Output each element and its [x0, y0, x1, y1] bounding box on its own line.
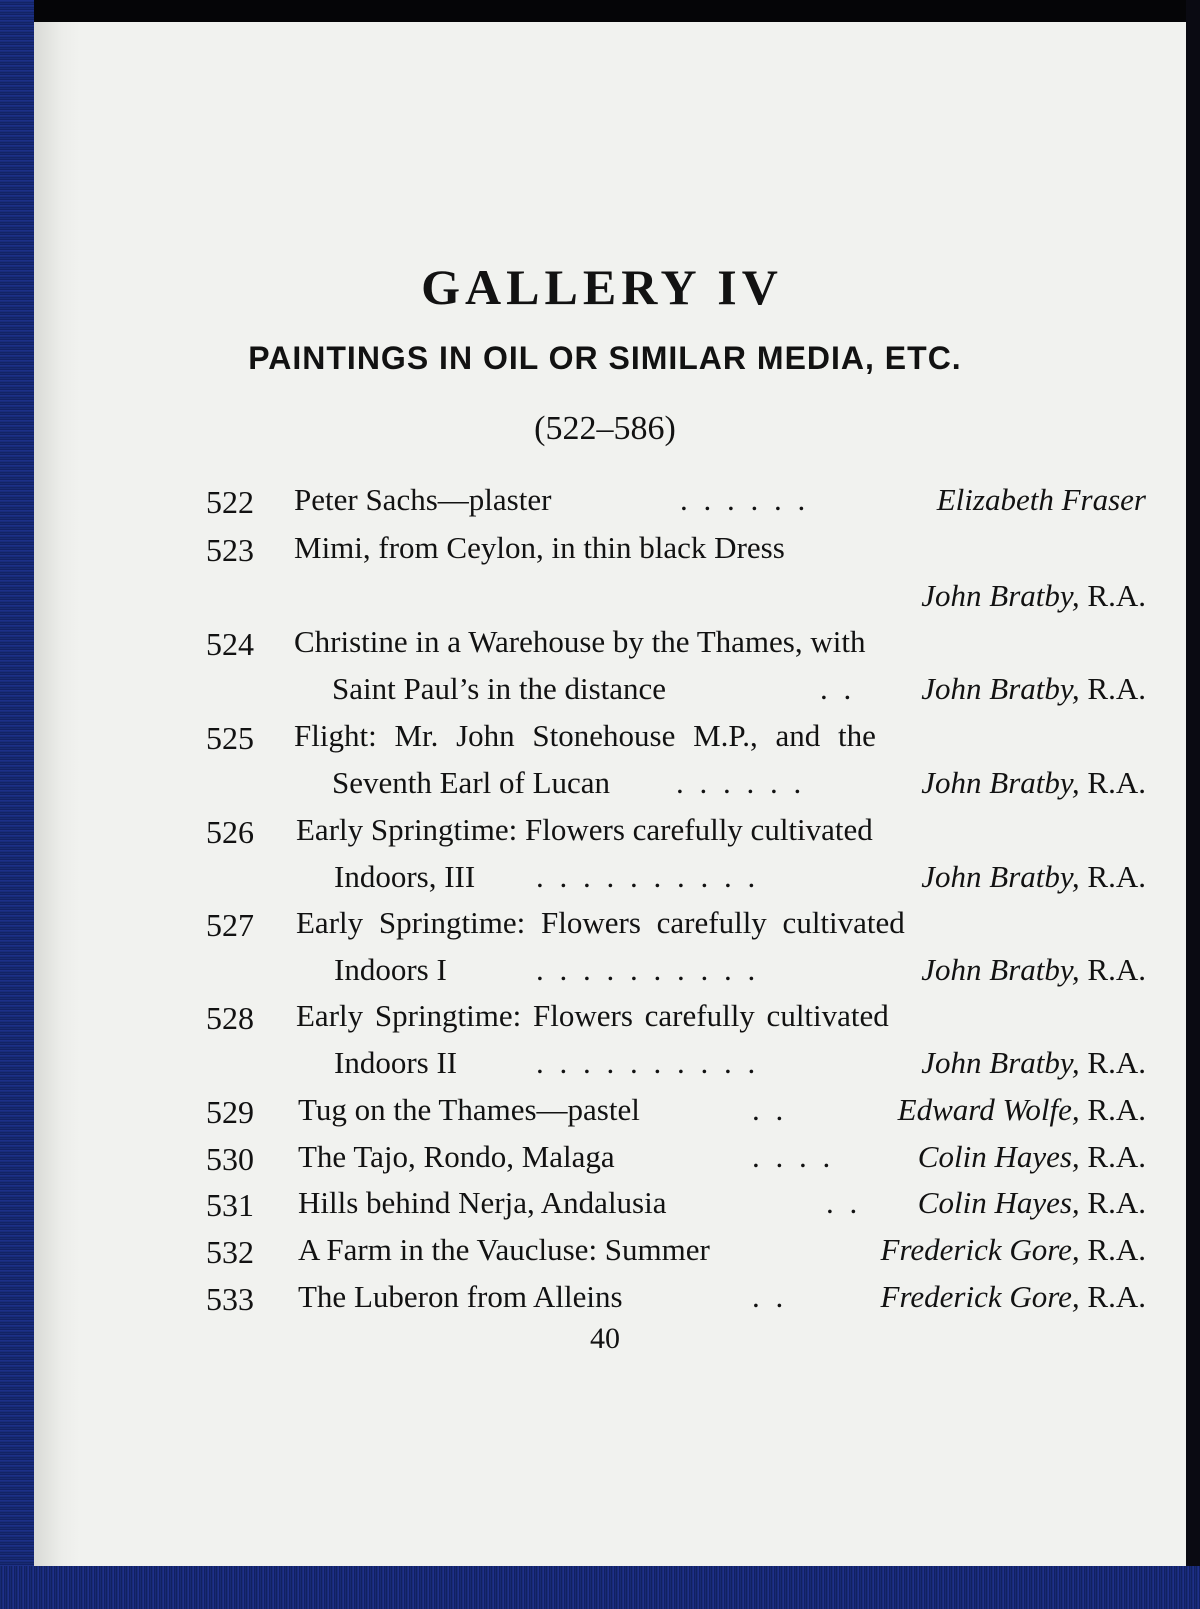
book-cover-top	[0, 0, 1200, 22]
artist-name: Edward Wolfe,	[897, 1092, 1080, 1127]
entry-artist	[760, 578, 1146, 614]
entry-title: Hills behind Nerja, Andalusia	[298, 1185, 667, 1220]
artist-name: Colin Hayes,	[917, 1139, 1080, 1174]
entry-title-continued: Indoors II	[334, 1045, 458, 1080]
section-subtitle: PAINTINGS IN OIL OR SIMILAR MEDIA, ETC.	[248, 340, 962, 376]
entry-dots: . . . .	[752, 1139, 835, 1174]
artist-name: John Bratby,	[921, 765, 1080, 800]
artist-honours: R.A.	[1087, 1232, 1146, 1267]
entry-artist	[846, 671, 1146, 707]
artist-name: Frederick Gore,	[880, 1232, 1080, 1267]
entry-number: 532	[206, 1234, 254, 1270]
artist-honours: R.A.	[1087, 671, 1146, 706]
artist-name: Elizabeth Fraser	[936, 482, 1146, 517]
artist-honours: R.A.	[1087, 859, 1146, 894]
entry-artist	[846, 1185, 1146, 1221]
entry-title-continued: Indoors, III	[334, 859, 476, 894]
entry-artist	[846, 1139, 1146, 1175]
entry-artist	[820, 1232, 1146, 1268]
artist-honours: R.A.	[1087, 1092, 1146, 1127]
artist-name: John Bratby,	[921, 952, 1080, 987]
entry-title: The Tajo, Rondo, Malaga	[298, 1139, 615, 1174]
gallery-title: GALLERY IV	[421, 259, 783, 315]
entry-number: 531	[206, 1187, 254, 1223]
entry-dots: . . . . . . . . . .	[536, 952, 760, 987]
entry-dots: . .	[820, 671, 856, 706]
entry-artist	[846, 765, 1146, 801]
book-cover-spine	[0, 0, 34, 1609]
entry-number: 528	[206, 1000, 254, 1036]
artist-name: John Bratby,	[921, 1045, 1080, 1080]
artist-honours: R.A.	[1087, 952, 1146, 987]
entry-number: 526	[206, 814, 254, 850]
artist-name: Frederick Gore,	[880, 1279, 1080, 1314]
artist-name: Colin Hayes,	[917, 1185, 1080, 1220]
entry-number: 533	[206, 1281, 254, 1317]
entry-title-continued: Seventh Earl of Lucan	[332, 765, 611, 800]
entry-artist	[846, 1045, 1146, 1081]
entry-title: Early Springtime: Flowers carefully cultivated	[296, 905, 905, 940]
artist-honours: R.A.	[1087, 1279, 1146, 1314]
entry-artist	[820, 482, 1146, 518]
entry-title: Early Springtime: Flowers carefully cultivated	[296, 812, 873, 847]
artist-name: John Bratby,	[921, 578, 1080, 613]
artist-honours: R.A.	[1087, 1185, 1146, 1220]
entry-title: Flight: Mr. John Stonehouse M.P., and the	[294, 718, 876, 753]
entry-artist	[846, 952, 1146, 988]
book-cover-right	[1186, 0, 1200, 1609]
page-number: 40	[590, 1322, 620, 1355]
artist-honours: R.A.	[1087, 765, 1146, 800]
entry-title: Early Springtime: Flowers carefully cultivated	[296, 998, 889, 1033]
entry-dots: . .	[826, 1185, 862, 1220]
entry-dots: . . . . . .	[676, 765, 806, 800]
entry-title-continued: Saint Paul’s in the distance	[332, 671, 667, 706]
entry-dots: . . . . . .	[680, 482, 810, 517]
artist-honours: R.A.	[1087, 1139, 1146, 1174]
entry-number: 525	[206, 720, 254, 756]
artist-name: John Bratby,	[921, 671, 1080, 706]
book-cover-bottom	[0, 1566, 1200, 1609]
entry-title: Christine in a Warehouse by the Thames, with	[294, 624, 866, 659]
entry-title-continued: Indoors I	[334, 952, 447, 987]
entry-number: 530	[206, 1141, 254, 1177]
entry-title: Peter Sachs—plaster	[294, 482, 552, 517]
entry-number: 527	[206, 907, 254, 943]
entry-number: 522	[206, 484, 254, 520]
entry-number: 524	[206, 626, 254, 662]
entry-dots: . . . . . . . . . .	[536, 859, 760, 894]
entry-title: A Farm in the Vaucluse: Summer	[298, 1232, 710, 1267]
entry-title: The Luberon from Alleins	[298, 1279, 623, 1314]
artist-honours: R.A.	[1087, 1045, 1146, 1080]
entry-artist	[846, 859, 1146, 895]
entry-number: 523	[206, 532, 254, 568]
entry-artist	[820, 1279, 1146, 1315]
entry-dots: . .	[752, 1279, 788, 1314]
artist-name: John Bratby,	[921, 859, 1080, 894]
entry-title: Tug on the Thames—pastel	[298, 1092, 640, 1127]
artist-honours: R.A.	[1087, 578, 1146, 613]
entry-number: 529	[206, 1094, 254, 1130]
entry-title: Mimi, from Ceylon, in thin black Dress	[294, 530, 785, 565]
catalogue-range: (522–586)	[534, 410, 676, 447]
entry-dots: . .	[752, 1092, 788, 1127]
entry-dots: . . . . . . . . . .	[536, 1045, 760, 1080]
entry-artist	[800, 1092, 1146, 1128]
